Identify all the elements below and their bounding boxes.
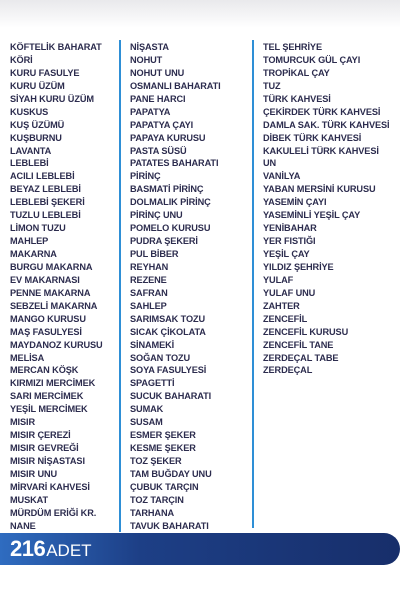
list-item: PİRİNÇ xyxy=(130,171,161,182)
list-item: REZENE xyxy=(130,274,167,285)
list-item: SİNAMEKİ xyxy=(130,339,175,350)
list-item: TOZ TARÇIN xyxy=(130,494,184,505)
list-item: MUSKAT xyxy=(10,494,49,505)
list-item: MISIR UNU xyxy=(10,468,58,479)
list-item: BURGU MAKARNA xyxy=(10,261,93,272)
list-item: VANİLYA xyxy=(263,171,301,182)
list-item: KÖRİ xyxy=(10,54,33,65)
list-item: NOHUT xyxy=(130,54,163,65)
list-item: SARI MERCİMEK xyxy=(10,391,84,402)
list-item: DOLMALIK PİRİNÇ xyxy=(130,197,211,208)
list-item: TEL ŞEHRİYE xyxy=(263,42,322,52)
list-item: MAŞ FASULYESİ xyxy=(10,326,82,337)
list-item: REYHAN xyxy=(130,261,169,272)
list-item: UN xyxy=(263,158,277,169)
list-item: LEBLEBİ xyxy=(10,158,49,169)
list-item: PİRİNÇ UNU xyxy=(130,210,183,221)
list-item: SPAGETTİ xyxy=(130,378,175,389)
list-item: LAVANTA xyxy=(10,145,52,156)
list-item: PUDRA ŞEKERİ xyxy=(130,236,198,247)
list-item: TÜRK KAHVESİ xyxy=(263,93,331,104)
list-item: ZENCEFİL TANE xyxy=(263,339,334,350)
count-badge-text xyxy=(10,536,92,562)
list-item: YEŞİL ÇAY xyxy=(263,249,310,259)
list-item: MAKARNA xyxy=(10,249,57,259)
list-item: KESME ŞEKER xyxy=(130,443,196,454)
list-item: MISIR ÇEREZİ xyxy=(10,430,71,441)
list-item: NİŞASTA xyxy=(130,42,169,52)
list-item: SUMAK xyxy=(130,404,164,415)
list-item: EV MAKARNASI xyxy=(10,274,80,285)
list-item: YULAF xyxy=(263,274,294,285)
list-item: SAFRAN xyxy=(130,287,168,298)
count-unit: ADET xyxy=(46,541,92,560)
list-item: SEBZELİ MAKARNA xyxy=(10,300,98,311)
top-band xyxy=(0,0,400,28)
list-item: ESMER ŞEKER xyxy=(130,430,196,441)
list-item: YILDIZ ŞEHRİYE xyxy=(263,261,334,272)
list-item: SOĞAN TOZU xyxy=(130,352,191,363)
list-item: PATATES BAHARATI xyxy=(130,158,219,169)
list-item: YULAF UNU xyxy=(263,287,316,298)
column-divider-2 xyxy=(252,40,254,528)
product-list-column-2 xyxy=(130,41,238,533)
list-item: KUSKUS xyxy=(10,106,49,117)
list-item: PAPATYA ÇAYI xyxy=(130,119,194,130)
product-list-column-3 xyxy=(263,41,393,377)
list-item: MELİSA xyxy=(10,352,45,363)
list-item: POMELO KURUSU xyxy=(130,223,211,234)
list-item: TAVUK BAHARATI xyxy=(130,520,209,531)
list-item: DİBEK TÜRK KAHVESİ xyxy=(263,132,362,143)
list-item: SARIMSAK TOZU xyxy=(130,313,206,324)
list-item: YABAN MERSİNİ KURUSU xyxy=(263,184,376,195)
list-item: KUŞBURNU xyxy=(10,132,62,143)
list-item: MISIR NİŞASTASI xyxy=(10,456,85,466)
list-item: MAYDANOZ KURUSU xyxy=(10,339,103,350)
list-item: YASEMİNLİ YEŞİL ÇAY xyxy=(263,210,361,221)
list-item: MİRVARİ KAHVESİ xyxy=(10,481,90,492)
list-item: MISIR xyxy=(10,417,36,428)
list-item: NANE xyxy=(10,520,36,531)
list-item: SUCUK BAHARATI xyxy=(130,391,212,402)
list-item: ZENCEFİL xyxy=(263,313,308,324)
list-item: SUSAM xyxy=(130,417,163,428)
list-item: TUZ xyxy=(263,80,281,91)
list-item: MISIR GEVREĞİ xyxy=(10,443,79,454)
list-item: TOMURCUK GÜL ÇAYI xyxy=(263,54,361,65)
list-item: MAHLEP xyxy=(10,236,49,247)
list-item: LEBLEBİ ŞEKERİ xyxy=(10,197,85,208)
list-item: ZERDEÇAL TABE xyxy=(263,352,339,363)
list-item: PENNE MAKARNA xyxy=(10,287,91,298)
list-item: SAHLEP xyxy=(130,300,167,311)
list-item: TOZ ŞEKER xyxy=(130,456,182,466)
list-item: TARHANA xyxy=(130,507,175,518)
list-item: ZAHTER xyxy=(263,300,300,311)
list-item: KÖFTELİK BAHARAT xyxy=(10,42,102,52)
list-item: OSMANLI BAHARATI xyxy=(130,80,221,91)
list-item: ZENCEFİL KURUSU xyxy=(263,326,349,337)
list-item: MERCAN KÖŞK xyxy=(10,365,79,376)
list-item: BEYAZ LEBLEBİ xyxy=(10,184,81,195)
column-divider-1 xyxy=(119,40,121,532)
product-list-column-1 xyxy=(10,41,114,533)
list-item: YENİBAHAR xyxy=(263,223,317,234)
list-item: ACILI LEBLEBİ xyxy=(10,171,75,182)
list-item: YER FISTIĞI xyxy=(263,236,316,247)
list-item: BASMATİ PİRİNÇ xyxy=(130,184,204,195)
list-item: PANE HARCI xyxy=(130,93,186,104)
list-item: YEŞİL MERCİMEK xyxy=(10,404,88,415)
list-item: KUŞ ÜZÜMÜ xyxy=(10,119,65,130)
list-item: PASTA SÜSÜ xyxy=(130,145,187,156)
list-item: SİYAH KURU ÜZÜM xyxy=(10,93,94,104)
list-item: KIRMIZI MERCİMEK xyxy=(10,378,96,389)
list-item: DAMLA SAK. TÜRK KAHVESİ xyxy=(263,119,390,130)
list-item: PAPATYA xyxy=(130,106,171,117)
list-item: ÇEKİRDEK TÜRK KAHVESİ xyxy=(263,106,381,117)
list-item: ZERDEÇAL xyxy=(263,365,313,376)
list-item: TROPİKAL ÇAY xyxy=(263,67,330,78)
list-item: PUL BİBER xyxy=(130,249,179,259)
list-item: KURU ÜZÜM xyxy=(10,80,65,91)
list-item: MÜRDÜM ERİĞİ KR. xyxy=(10,507,97,518)
list-item: SOYA FASULYESİ xyxy=(130,365,207,376)
count-value: 216 xyxy=(10,536,46,561)
list-item: MANGO KURUSU xyxy=(10,313,86,324)
list-item: LİMON TUZU xyxy=(10,223,66,234)
list-item: YASEMİN ÇAYI xyxy=(263,197,327,208)
list-item: NOHUT UNU xyxy=(130,67,185,78)
list-item: PAPAYA KURUSU xyxy=(130,132,206,143)
list-item: TUZLU LEBLEBİ xyxy=(10,210,81,221)
list-item: ÇUBUK TARÇIN xyxy=(130,481,199,492)
list-item: KAKULELİ TÜRK KAHVESİ xyxy=(263,145,379,156)
list-item: KURU FASULYE xyxy=(10,67,80,78)
list-item: TAM BUĞDAY UNU xyxy=(130,468,212,479)
list-item: SICAK ÇİKOLATA xyxy=(130,326,206,337)
